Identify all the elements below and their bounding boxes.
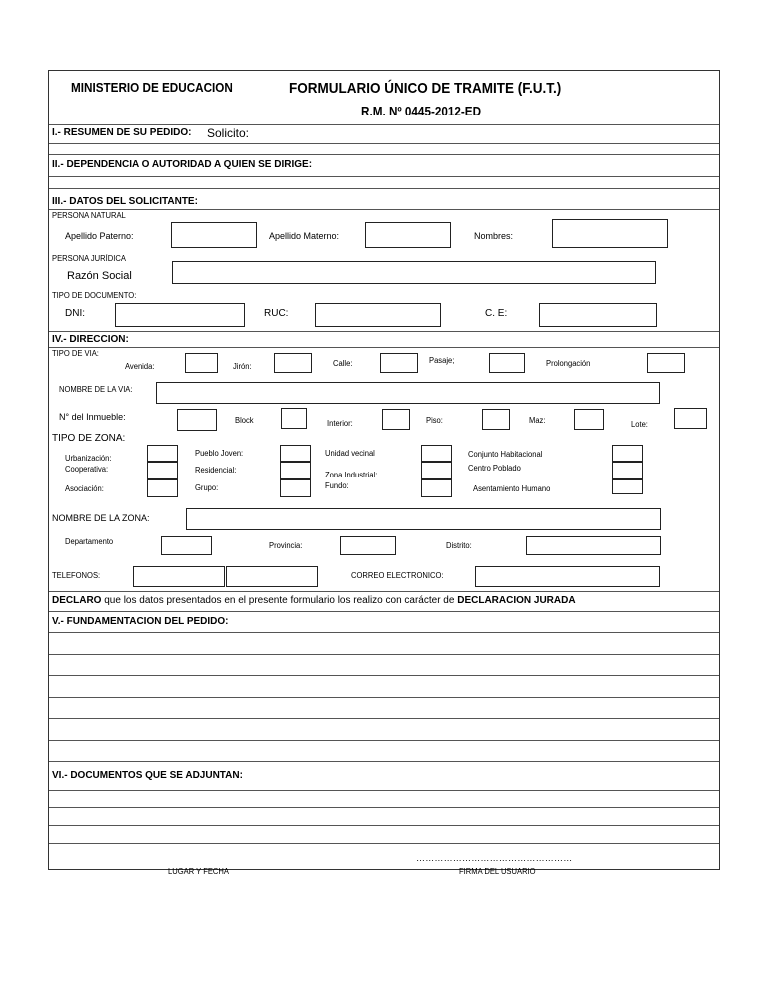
fundo-label: Fundo: — [325, 481, 349, 490]
jiron-checkbox[interactable] — [274, 353, 312, 373]
grupo-label: Grupo: — [195, 483, 219, 492]
grupo-checkbox[interactable] — [280, 479, 311, 497]
block-label-clip — [235, 417, 275, 424]
telefonos-label: TELEFONOS: — [52, 571, 101, 580]
ruled-line — [49, 697, 719, 698]
correo-field[interactable] — [475, 566, 660, 587]
ministry-name: MINISTERIO DE EDUCACION — [71, 80, 233, 95]
zona-industrial-checkbox[interactable] — [421, 462, 452, 479]
urbanizacion-label: Urbanización: — [65, 455, 112, 461]
residencial-label: Residencial: — [195, 466, 237, 475]
interior-field[interactable] — [382, 409, 410, 430]
divider — [49, 143, 719, 144]
ruc-label: RUC: — [264, 308, 289, 319]
conjunto-habitacional-label: Conjunto Habitacional — [468, 450, 543, 459]
conjunto-habitacional-checkbox[interactable] — [612, 445, 643, 462]
jiron-label: Jirón: — [233, 362, 252, 371]
ruled-line — [49, 825, 719, 826]
avenida-checkbox[interactable] — [185, 353, 218, 373]
centro-poblado-checkbox[interactable] — [612, 462, 643, 479]
ruc-field[interactable] — [315, 303, 441, 327]
asentamiento-humano-checkbox[interactable] — [612, 479, 643, 494]
form-title: FORMULARIO ÚNICO DE TRAMITE (F.U.T.) — [289, 80, 562, 97]
prolongacion-checkbox[interactable] — [647, 353, 685, 373]
zona-industrial-label: Zona Industrial: — [325, 472, 378, 477]
ruled-line — [49, 790, 719, 791]
nombre-zona-field[interactable] — [186, 508, 661, 530]
ruled-line — [49, 740, 719, 741]
declaration-body: que los datos presentados en el presente formulario los realizo con carácter de — [101, 595, 458, 606]
pueblo-joven-label: Pueblo Joven: — [195, 449, 244, 458]
nombre-zona-label: NOMBRE DE LA ZONA: — [52, 513, 150, 523]
centro-poblado-label: Centro Poblado — [468, 464, 521, 473]
ruled-line — [49, 632, 719, 633]
ce-label: C. E: — [485, 308, 508, 319]
urbanizacion-checkbox[interactable] — [147, 445, 178, 462]
departamento-field[interactable] — [161, 536, 212, 555]
lote-label: Lote: — [631, 420, 648, 429]
divider — [49, 209, 719, 210]
ruled-line — [49, 675, 719, 676]
asociacion-checkbox[interactable] — [147, 479, 178, 497]
cooperativa-label: Cooperativa: — [65, 465, 109, 474]
firma-usuario-label: FIRMA DEL USUARIO — [459, 867, 536, 876]
section2-title: II.- DEPENDENCIA O AUTORIDAD A QUIEN SE DIRIGE: — [52, 159, 313, 170]
num-inmueble-label: N° del Inmueble: — [59, 412, 126, 422]
section1-title: I.- RESUMEN DE SU PEDIDO: — [52, 127, 192, 138]
ruled-line — [49, 654, 719, 655]
block-field[interactable] — [281, 408, 307, 429]
lote-field[interactable] — [674, 408, 707, 429]
tipo-documento-label: TIPO DE DOCUMENTO: — [52, 291, 137, 300]
distrito-label: Distrito: — [446, 541, 472, 550]
divider — [49, 331, 719, 332]
nombre-via-label: NOMBRE DE LA VIA: — [59, 385, 133, 394]
num-inmueble-field[interactable] — [177, 409, 217, 431]
tipo-zona-label: TIPO DE ZONA: — [52, 433, 126, 444]
telefono-field-1[interactable] — [133, 566, 225, 587]
prolongacion-label: Prolongación — [546, 359, 591, 368]
piso-label: Piso: — [426, 416, 443, 425]
manzana-field[interactable] — [574, 409, 604, 430]
nombres-label: Nombres: — [474, 231, 514, 241]
avenida-label: Avenida: — [125, 362, 155, 371]
unidad-vecinal-label: Unidad vecinal — [325, 449, 375, 458]
section5-title: V.- FUNDAMENTACION DEL PEDIDO: — [52, 616, 229, 627]
persona-juridica-label: PERSONA JURÍDICA — [52, 254, 126, 263]
piso-field[interactable] — [482, 409, 510, 430]
nombre-via-field[interactable] — [156, 382, 660, 404]
fut-form — [48, 70, 720, 876]
zona-industrial-clip — [325, 472, 405, 477]
ruled-line — [49, 807, 719, 808]
ce-field[interactable] — [539, 303, 657, 327]
dni-field[interactable] — [115, 303, 245, 327]
divider — [49, 124, 719, 125]
razon-social-label: Razón Social — [67, 270, 132, 282]
dni-label: DNI: — [65, 308, 85, 319]
calle-label: Calle: — [333, 359, 353, 368]
section1-value[interactable]: Solicito: — [207, 126, 250, 140]
divider — [49, 347, 719, 348]
ruled-line — [49, 843, 719, 844]
divider — [49, 611, 719, 612]
cooperativa-checkbox[interactable] — [147, 462, 178, 479]
correo-label: CORREO ELECTRONICO: — [351, 571, 444, 580]
persona-natural-label: PERSONA NATURAL — [52, 211, 126, 220]
apellido-paterno-label: Apellido Paterno: — [65, 231, 134, 241]
declaration-text — [52, 596, 576, 606]
section3-title: III.- DATOS DEL SOLICITANTE: — [52, 196, 198, 207]
telefono-field-2[interactable] — [226, 566, 318, 587]
block-label: Block — [235, 417, 254, 424]
apellido-paterno-field[interactable] — [171, 222, 257, 248]
apellido-materno-field[interactable] — [365, 222, 451, 248]
section4-title: IV.- DIRECCION: — [52, 334, 129, 345]
distrito-field[interactable] — [526, 536, 661, 555]
pasaje-label: Pasaje; — [429, 356, 455, 365]
manzana-label: Maz: — [529, 416, 546, 425]
departamento-label: Departamento — [65, 537, 114, 546]
divider — [49, 154, 719, 155]
tipo-via-label: TIPO DE VIA: — [52, 349, 99, 358]
asentamiento-humano-label: Asentamiento Humano — [473, 484, 551, 493]
fundo-checkbox[interactable] — [421, 479, 452, 497]
calle-checkbox[interactable] — [380, 353, 418, 373]
provincia-label: Provincia: — [269, 541, 303, 550]
declaration-lead: DECLARO — [52, 595, 102, 606]
urbanizacion-clip — [65, 455, 145, 461]
declaration-tail: DECLARACION JURADA — [457, 595, 576, 606]
nombres-field[interactable] — [552, 219, 668, 248]
pasaje-checkbox[interactable] — [489, 353, 525, 373]
divider — [49, 176, 719, 177]
lugar-fecha-label: LUGAR Y FECHA — [168, 867, 229, 876]
asociacion-label: Asociación: — [65, 484, 104, 493]
signature-line: …………………………………………… — [416, 853, 573, 863]
pueblo-joven-checkbox[interactable] — [280, 445, 311, 462]
divider — [49, 591, 719, 592]
resolution-number: R.M. Nº 0445-2012-ED — [361, 105, 482, 115]
provincia-field[interactable] — [340, 536, 396, 555]
interior-label: Interior: — [327, 419, 353, 428]
ruled-line — [49, 718, 719, 719]
divider — [49, 188, 719, 189]
apellido-materno-label: Apellido Materno: — [269, 231, 340, 241]
section6-title: VI.- DOCUMENTOS QUE SE ADJUNTAN: — [52, 770, 243, 781]
ruled-line — [49, 761, 719, 762]
residencial-checkbox[interactable] — [280, 462, 311, 479]
resolution-clip — [361, 105, 561, 115]
razon-social-field[interactable] — [172, 261, 656, 284]
unidad-vecinal-checkbox[interactable] — [421, 445, 452, 462]
